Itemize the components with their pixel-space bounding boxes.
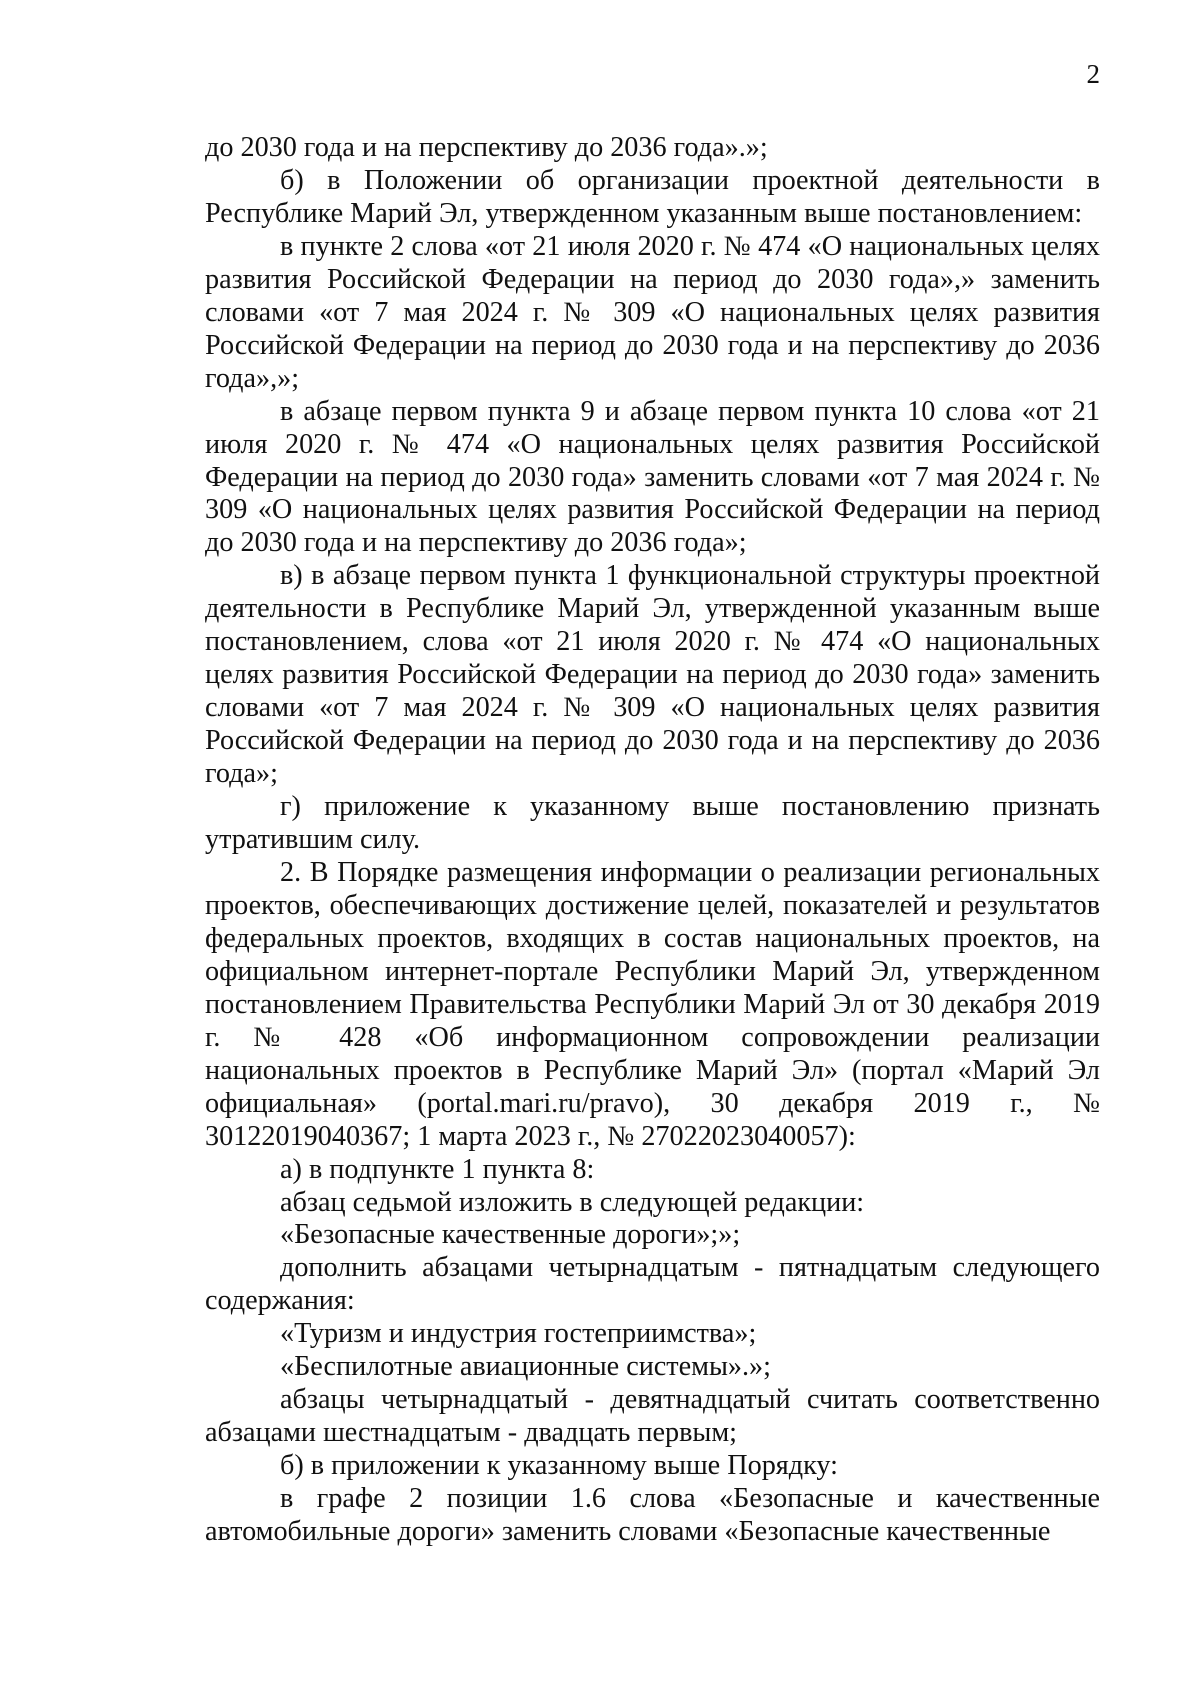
page-number: 2 xyxy=(1086,59,1100,89)
paragraph: в) в абзаце первом пункта 1 функциональной структуры проектной деятельности в Республике Марий Эл, утвержденной указанным выше постановлением, слова «от 21 июля 2020 г. № 474 «О национальных целях развития Российской Федерации на период до 2030 года» заменить словами «от 7 мая 2024 г. № 309 «О национальных целях развития Российской Федерации на период до 2030 года и на перспективу до 2036 года»; xyxy=(205,560,1100,790)
paragraph: абзац седьмой изложить в следующей редакции: xyxy=(280,1186,865,1218)
paragraph: в абзаце первом пункта 9 и абзаце первом пункта 10 слова «от 21 июля 2020 г. № 474 «О национальных целях развития Российской Федерации на период до 2030 года» заменить словами «от 7 мая 2024 г. № 309 «О национальных целях развития Российской Федерации на период до 2030 года и на перспективу до 2036 года»; xyxy=(205,395,1100,559)
paragraph: г) приложение к указанному выше постановлению признать утратившим силу. xyxy=(205,791,1100,856)
paragraph: до 2030 года и на перспективу до 2036 года».»; xyxy=(205,132,768,163)
paragraph: «Безопасные качественные дороги»;»; xyxy=(280,1219,741,1251)
paragraph: «Беспилотные авиационные системы».»; xyxy=(280,1351,771,1383)
paragraph: б) в Положении об организации проектной деятельности в Республике Марий Эл, утвержденном указанным выше постановлением: xyxy=(205,164,1100,229)
paragraph: в пункте 2 слова «от 21 июля 2020 г. № 474 «О национальных целях развития Российской Федерации на период до 2030 года»,» заменить словами «от 7 мая 2024 г. № 309 «О национальных целях развития Российской Федерации на период до 2030 года и на перспективу до 2036 года»,»; xyxy=(205,230,1100,394)
paragraph: абзацы четырнадцатый - девятнадцатый считать соответственно абзацами шестнадцатым - двадцать первым; xyxy=(205,1384,1100,1449)
paragraph: «Туризм и индустрия гостеприимства»; xyxy=(280,1318,757,1350)
paragraph: дополнить абзацами четырнадцатым - пятнадцатым следующего содержания: xyxy=(205,1252,1100,1317)
paragraph: а) в подпункте 1 пункта 8: xyxy=(280,1153,595,1185)
paragraph: 2. В Порядке размещения информации о реализации региональных проектов, обеспечивающих достижение целей, показателей и результатов федеральных проектов, входящих в состав национальных проектов, на официальном интернет-портале Республики Марий Эл, утвержденном постановлением Правительства Республики Марий Эл от 30 декабря 2019 г. № 428 «Об информационном сопровождении реализации национальных проектов в Республике Марий Эл» (портал «Марий Эл официальная» (portal.mari.ru/pravo), 30 декабря 2019 г., № 30122019040367; 1 марта 2023 г., № 27022023040057): xyxy=(205,856,1100,1152)
paragraph: в графе 2 позиции 1.6 слова «Безопасные и качественные автомобильные дороги» заменить словами «Безопасные качественные xyxy=(205,1483,1100,1548)
document-body xyxy=(205,132,1100,1549)
paragraph: б) в приложении к указанному выше Порядку: xyxy=(280,1450,838,1482)
